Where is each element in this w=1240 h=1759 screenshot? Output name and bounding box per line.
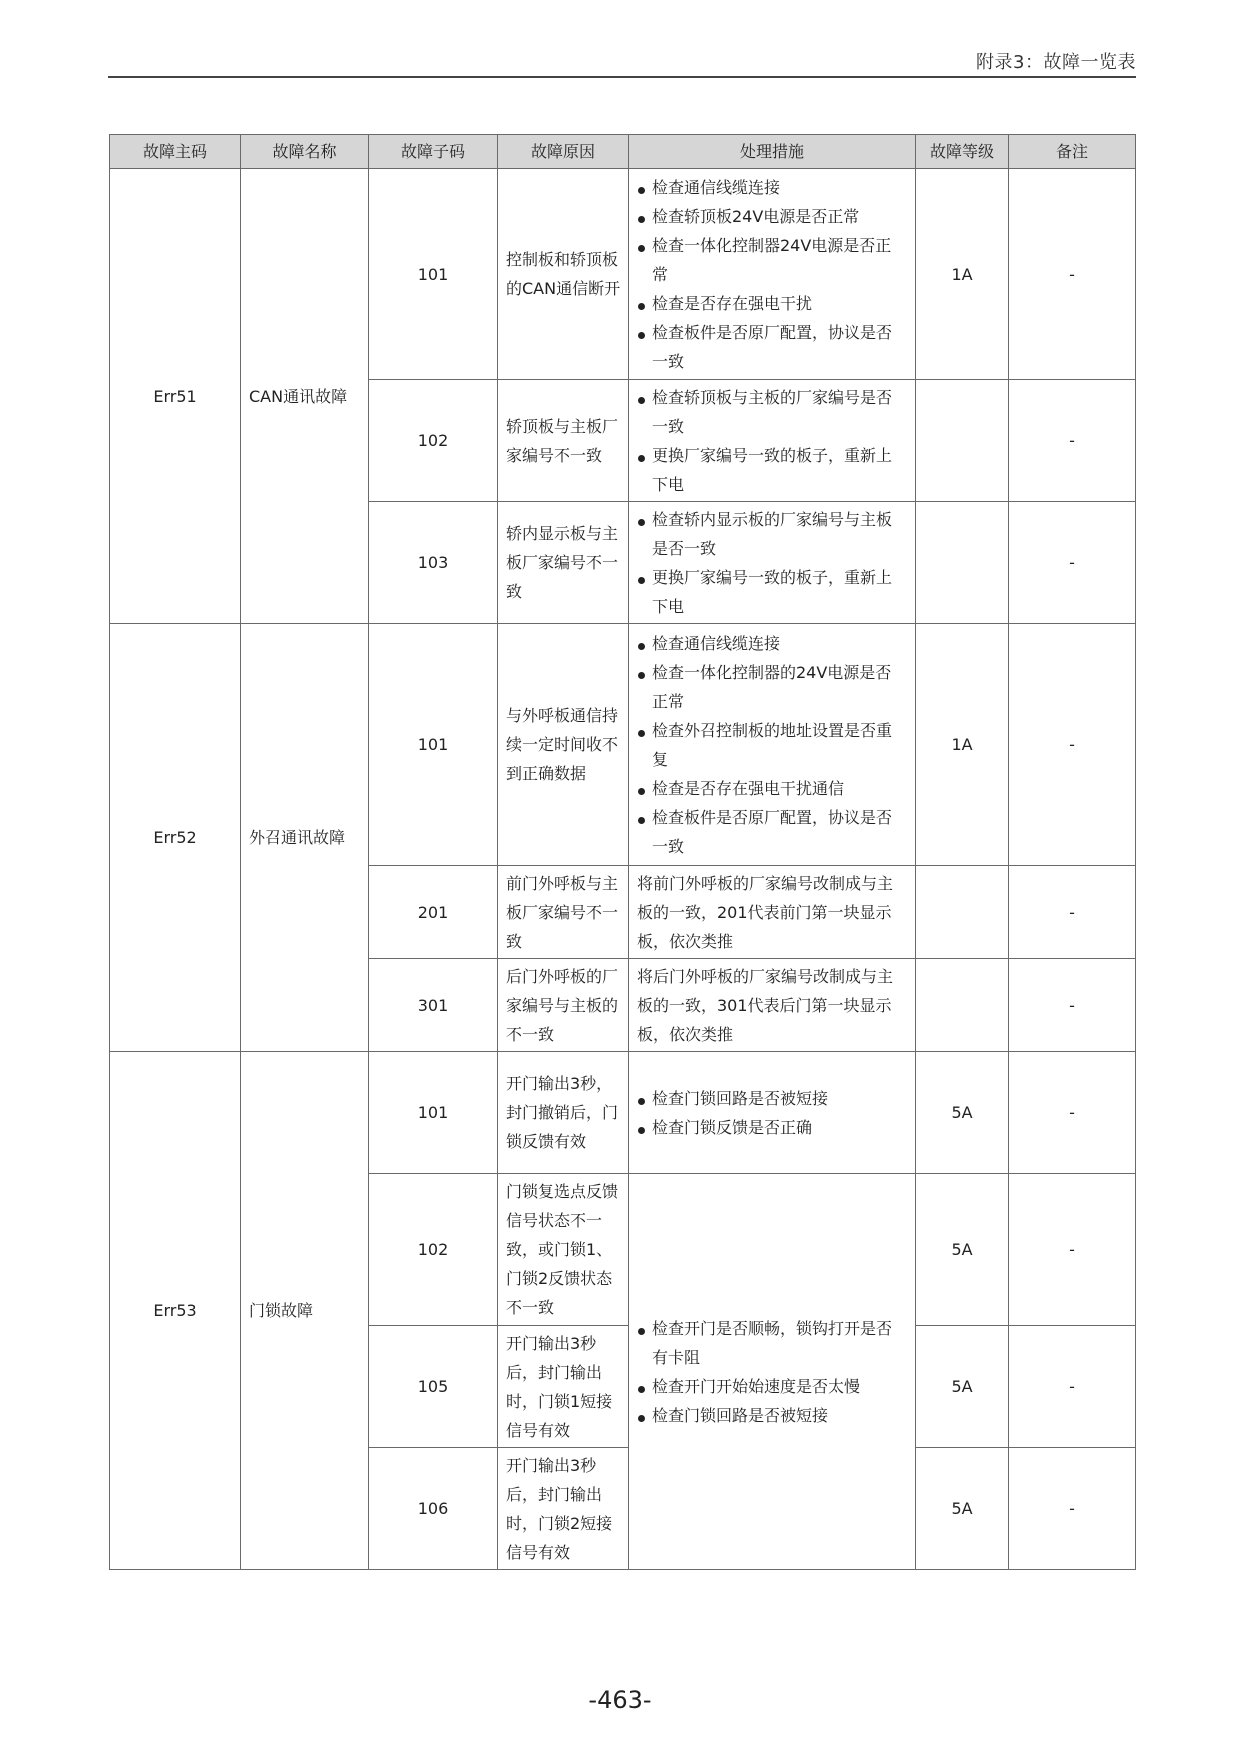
fault-sub-code: 102 <box>369 380 498 502</box>
measure-item: 检查一体化控制器24V电源是否正常 <box>637 231 907 289</box>
table-row <box>110 1052 1136 1174</box>
fault-cause: 后门外呼板的厂家编号与主板的不一致 <box>498 959 629 1052</box>
col-header-note: 备注 <box>1009 135 1136 169</box>
fault-name: CAN通讯故障 <box>241 169 369 624</box>
col-header-level: 故障等级 <box>916 135 1009 169</box>
fault-sub-code: 301 <box>369 959 498 1052</box>
fault-measures-shared <box>629 1174 916 1570</box>
fault-name: 外召通讯故障 <box>241 624 369 1052</box>
measure-item: 检查一体化控制器的24V电源是否正常 <box>637 658 907 716</box>
table-row <box>110 169 1136 380</box>
page-header-title: 附录3：故障一览表 <box>976 52 1136 73</box>
fault-note: - <box>1009 1052 1136 1174</box>
fault-level: 1A <box>916 624 1009 866</box>
fault-note: - <box>1009 1326 1136 1448</box>
fault-sub-code: 101 <box>369 169 498 380</box>
fault-name: 门锁故障 <box>241 1052 369 1570</box>
fault-sub-code: 106 <box>369 1448 498 1570</box>
fault-cause: 前门外呼板与主板厂家编号不一致 <box>498 866 629 959</box>
col-header-cause: 故障原因 <box>498 135 629 169</box>
fault-measures <box>629 502 916 624</box>
fault-note: - <box>1009 866 1136 959</box>
fault-cause: 控制板和轿顶板的CAN通信断开 <box>498 169 629 380</box>
col-header-main-code: 故障主码 <box>110 135 241 169</box>
fault-cause: 轿顶板与主板厂家编号不一致 <box>498 380 629 502</box>
measure-item: 更换厂家编号一致的板子，重新上下电 <box>637 563 907 621</box>
fault-measures: 将后门外呼板的厂家编号改制成与主板的一致，301代表后门第一块显示板，依次类推 <box>629 959 916 1052</box>
fault-note: - <box>1009 1448 1136 1570</box>
fault-note: - <box>1009 502 1136 624</box>
fault-main-code: Err51 <box>110 169 241 624</box>
col-header-fault-name: 故障名称 <box>241 135 369 169</box>
fault-note: - <box>1009 1174 1136 1326</box>
measure-item: 检查门锁反馈是否正确 <box>637 1113 907 1142</box>
fault-level <box>916 502 1009 624</box>
fault-level: 5A <box>916 1448 1009 1570</box>
fault-main-code: Err53 <box>110 1052 241 1570</box>
measure-item: 检查门锁回路是否被短接 <box>637 1401 907 1430</box>
fault-sub-code: 201 <box>369 866 498 959</box>
fault-cause: 轿内显示板与主板厂家编号不一致 <box>498 502 629 624</box>
col-header-measures: 处理措施 <box>629 135 916 169</box>
fault-level <box>916 380 1009 502</box>
fault-cause: 门锁复选点反馈信号状态不一致，或门锁1、门锁2反馈状态不一致 <box>498 1174 629 1326</box>
fault-sub-code: 103 <box>369 502 498 624</box>
measure-item: 检查门锁回路是否被短接 <box>637 1084 907 1113</box>
measure-item: 检查外召控制板的地址设置是否重复 <box>637 716 907 774</box>
fault-level: 5A <box>916 1326 1009 1448</box>
fault-measures <box>629 169 916 380</box>
table-header-row <box>110 135 1136 169</box>
fault-level <box>916 959 1009 1052</box>
measure-item: 检查通信线缆连接 <box>637 629 907 658</box>
page-number: -463- <box>588 1686 652 1714</box>
measure-item: 检查轿顶板与主板的厂家编号是否一致 <box>637 383 907 441</box>
fault-table <box>109 134 1136 1570</box>
fault-level: 5A <box>916 1052 1009 1174</box>
fault-note: - <box>1009 380 1136 502</box>
fault-measures <box>629 624 916 866</box>
fault-note: - <box>1009 959 1136 1052</box>
fault-measures: 将前门外呼板的厂家编号改制成与主板的一致，201代表前门第一块显示板，依次类推 <box>629 866 916 959</box>
fault-level <box>916 866 1009 959</box>
measure-item: 检查板件是否原厂配置，协议是否一致 <box>637 318 907 376</box>
table-row <box>110 624 1136 866</box>
measure-item: 检查轿顶板24V电源是否正常 <box>637 202 907 231</box>
fault-main-code: Err52 <box>110 624 241 1052</box>
fault-sub-code: 101 <box>369 1052 498 1174</box>
measure-item: 检查通信线缆连接 <box>637 173 907 202</box>
col-header-sub-code: 故障子码 <box>369 135 498 169</box>
fault-cause: 与外呼板通信持续一定时间收不到正确数据 <box>498 624 629 866</box>
measure-item: 检查开门是否顺畅，锁钩打开是否有卡阻 <box>637 1314 907 1372</box>
fault-cause: 开门输出3秒后，封门输出时，门锁1短接信号有效 <box>498 1326 629 1448</box>
fault-note: - <box>1009 624 1136 866</box>
fault-sub-code: 101 <box>369 624 498 866</box>
measure-item: 检查轿内显示板的厂家编号与主板是否一致 <box>637 505 907 563</box>
fault-level: 5A <box>916 1174 1009 1326</box>
fault-sub-code: 102 <box>369 1174 498 1326</box>
fault-cause: 开门输出3秒，封门撤销后，门锁反馈有效 <box>498 1052 629 1174</box>
fault-measures <box>629 1052 916 1174</box>
measure-item: 检查开门开始始速度是否太慢 <box>637 1372 907 1401</box>
fault-note: - <box>1009 169 1136 380</box>
measure-item: 检查板件是否原厂配置，协议是否一致 <box>637 803 907 861</box>
fault-level: 1A <box>916 169 1009 380</box>
fault-sub-code: 105 <box>369 1326 498 1448</box>
fault-cause: 开门输出3秒后，封门输出时，门锁2短接信号有效 <box>498 1448 629 1570</box>
measure-item: 检查是否存在强电干扰通信 <box>637 774 907 803</box>
measure-item: 更换厂家编号一致的板子，重新上下电 <box>637 441 907 499</box>
header-rule <box>108 76 1136 78</box>
measure-item: 检查是否存在强电干扰 <box>637 289 907 318</box>
fault-measures <box>629 380 916 502</box>
